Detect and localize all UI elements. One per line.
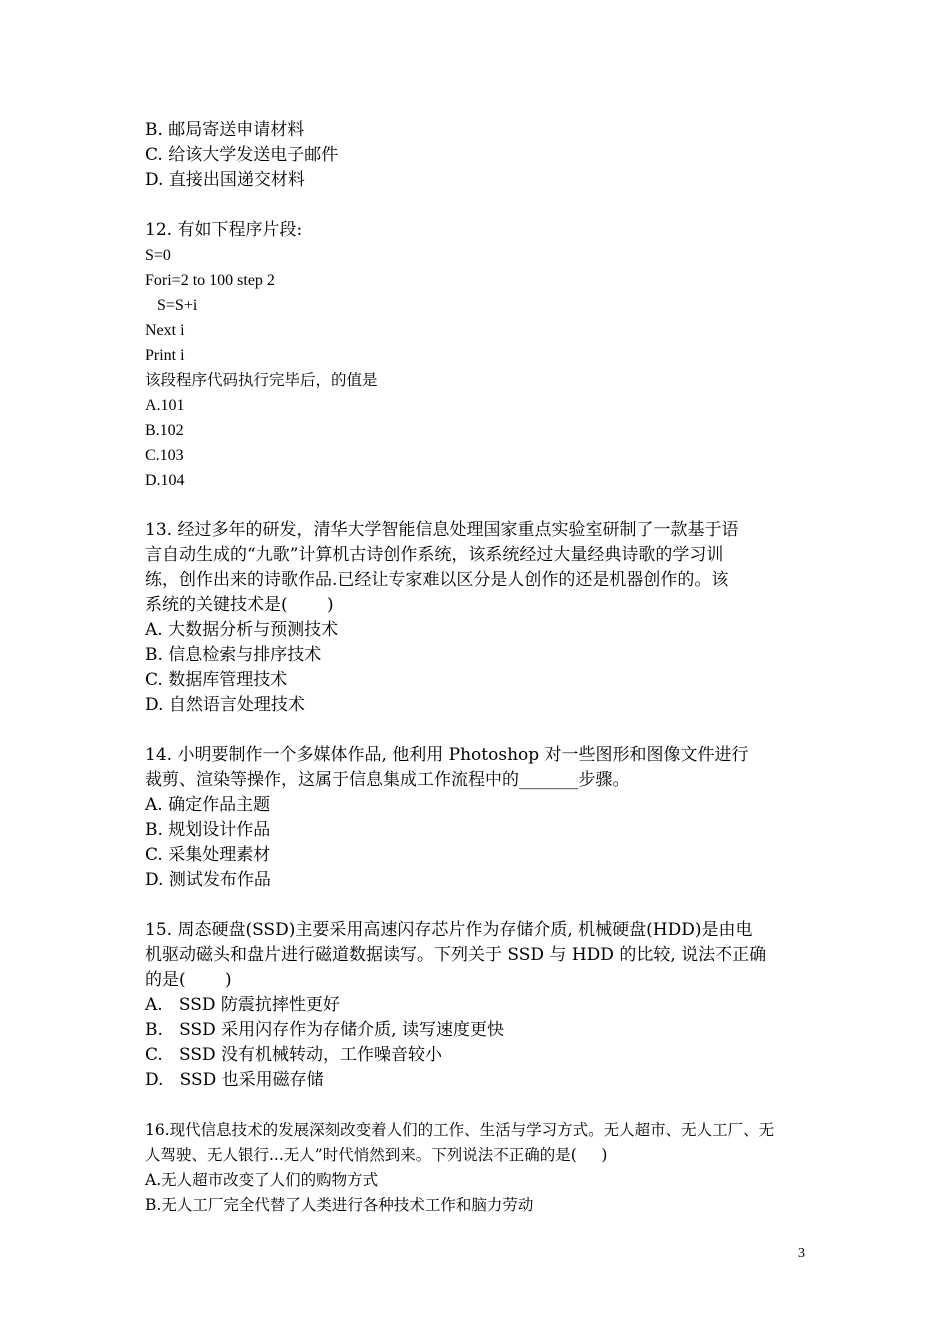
question-stem: 16.现代信息技术的发展深刻改变着人们的工作、生活与学习方式。无人超市、无人工厂、无: [145, 1121, 775, 1139]
question-stem: 12. 有如下程序片段:: [145, 220, 303, 240]
code-line: Print i: [145, 347, 185, 364]
question-stem: 裁剪、渲染等操作，这属于信息集成工作流程中的_______步骤。: [145, 770, 630, 790]
option-a: A.无人超市改变了人们的购物方式: [145, 1171, 379, 1189]
question-16: [145, 1118, 825, 1218]
page-number: 3: [798, 1246, 805, 1261]
code-line: S=0: [145, 247, 171, 264]
code-line: S=S+i: [157, 297, 198, 314]
question-11-options: [145, 118, 825, 193]
option-c: C. 给该大学发送电子邮件: [145, 145, 339, 165]
code-line: Fori=2 to 100 step 2: [145, 272, 275, 289]
option-c: C. 采集处理素材: [145, 845, 271, 865]
option-a: A. SSD 防震抗摔性更好: [145, 995, 340, 1015]
option-b: B.无人工厂完全代替了人类进行各种技术工作和脑力劳动: [145, 1196, 534, 1214]
question-15: [145, 918, 825, 1093]
question-stem: 机驱动磁头和盘片进行磁道数据读写。下列关于 SSD 与 HDD 的比较, 说法不正确: [145, 945, 767, 965]
option-a: A. 确定作品主题: [145, 795, 271, 815]
option-d: D. 直接出国递交材料: [145, 170, 305, 190]
option-a: A. 大数据分析与预测技术: [145, 620, 339, 640]
question-stem: 言自动生成的“九歌”计算机古诗创作系统，该系统经过大量经典诗歌的学习训: [145, 545, 724, 565]
question-stem: 的是( ): [145, 970, 232, 990]
option-c: C.103: [145, 447, 184, 464]
option-c: C. 数据库管理技术: [145, 670, 288, 690]
option-d: D. 测试发布作品: [145, 870, 271, 890]
option-b: B. 信息检索与排序技术: [145, 645, 322, 665]
question-stem: 人驾驶、无人银行...无人”时代悄然到来。下列说法不正确的是( ): [145, 1146, 608, 1164]
question-13: [145, 518, 825, 718]
code-line: Next i: [145, 322, 185, 339]
question-12: [145, 218, 825, 493]
option-c: C. SSD 没有机械转动，工作噪音较小: [145, 1045, 443, 1065]
question-stem: 系统的关键技术是( ): [145, 595, 334, 615]
option-b: B. 规划设计作品: [145, 820, 271, 840]
question-stem: 13. 经过多年的研发，清华大学智能信息处理国家重点实验室研制了一款基于语: [145, 520, 739, 540]
option-d: D. SSD 也采用磁存储: [145, 1070, 324, 1090]
option-b: B.102: [145, 422, 184, 439]
option-b: B. 邮局寄送申请材料: [145, 120, 305, 140]
question-stem: 14. 小明要制作一个多媒体作品, 他利用 Photoshop 对一些图形和图像文件进行: [145, 745, 749, 765]
option-a: A.101: [145, 397, 185, 414]
option-d: D. 自然语言处理技术: [145, 695, 305, 715]
question-stem: 练，创作出来的诗歌作品.已经让专家难以区分是人创作的还是机器创作的。该: [145, 570, 729, 590]
question-text: 该段程序代码执行完毕后，的值是: [145, 371, 378, 389]
document-page: [145, 118, 825, 1218]
question-14: [145, 743, 825, 893]
question-stem: 15. 周态硬盘(SSD)主要采用高速闪存芯片作为存储介质, 机械硬盘(HDD)是由电: [145, 920, 753, 940]
option-b: B. SSD 采用闪存作为存储介质, 读写速度更快: [145, 1020, 504, 1040]
option-d: D.104: [145, 472, 185, 489]
